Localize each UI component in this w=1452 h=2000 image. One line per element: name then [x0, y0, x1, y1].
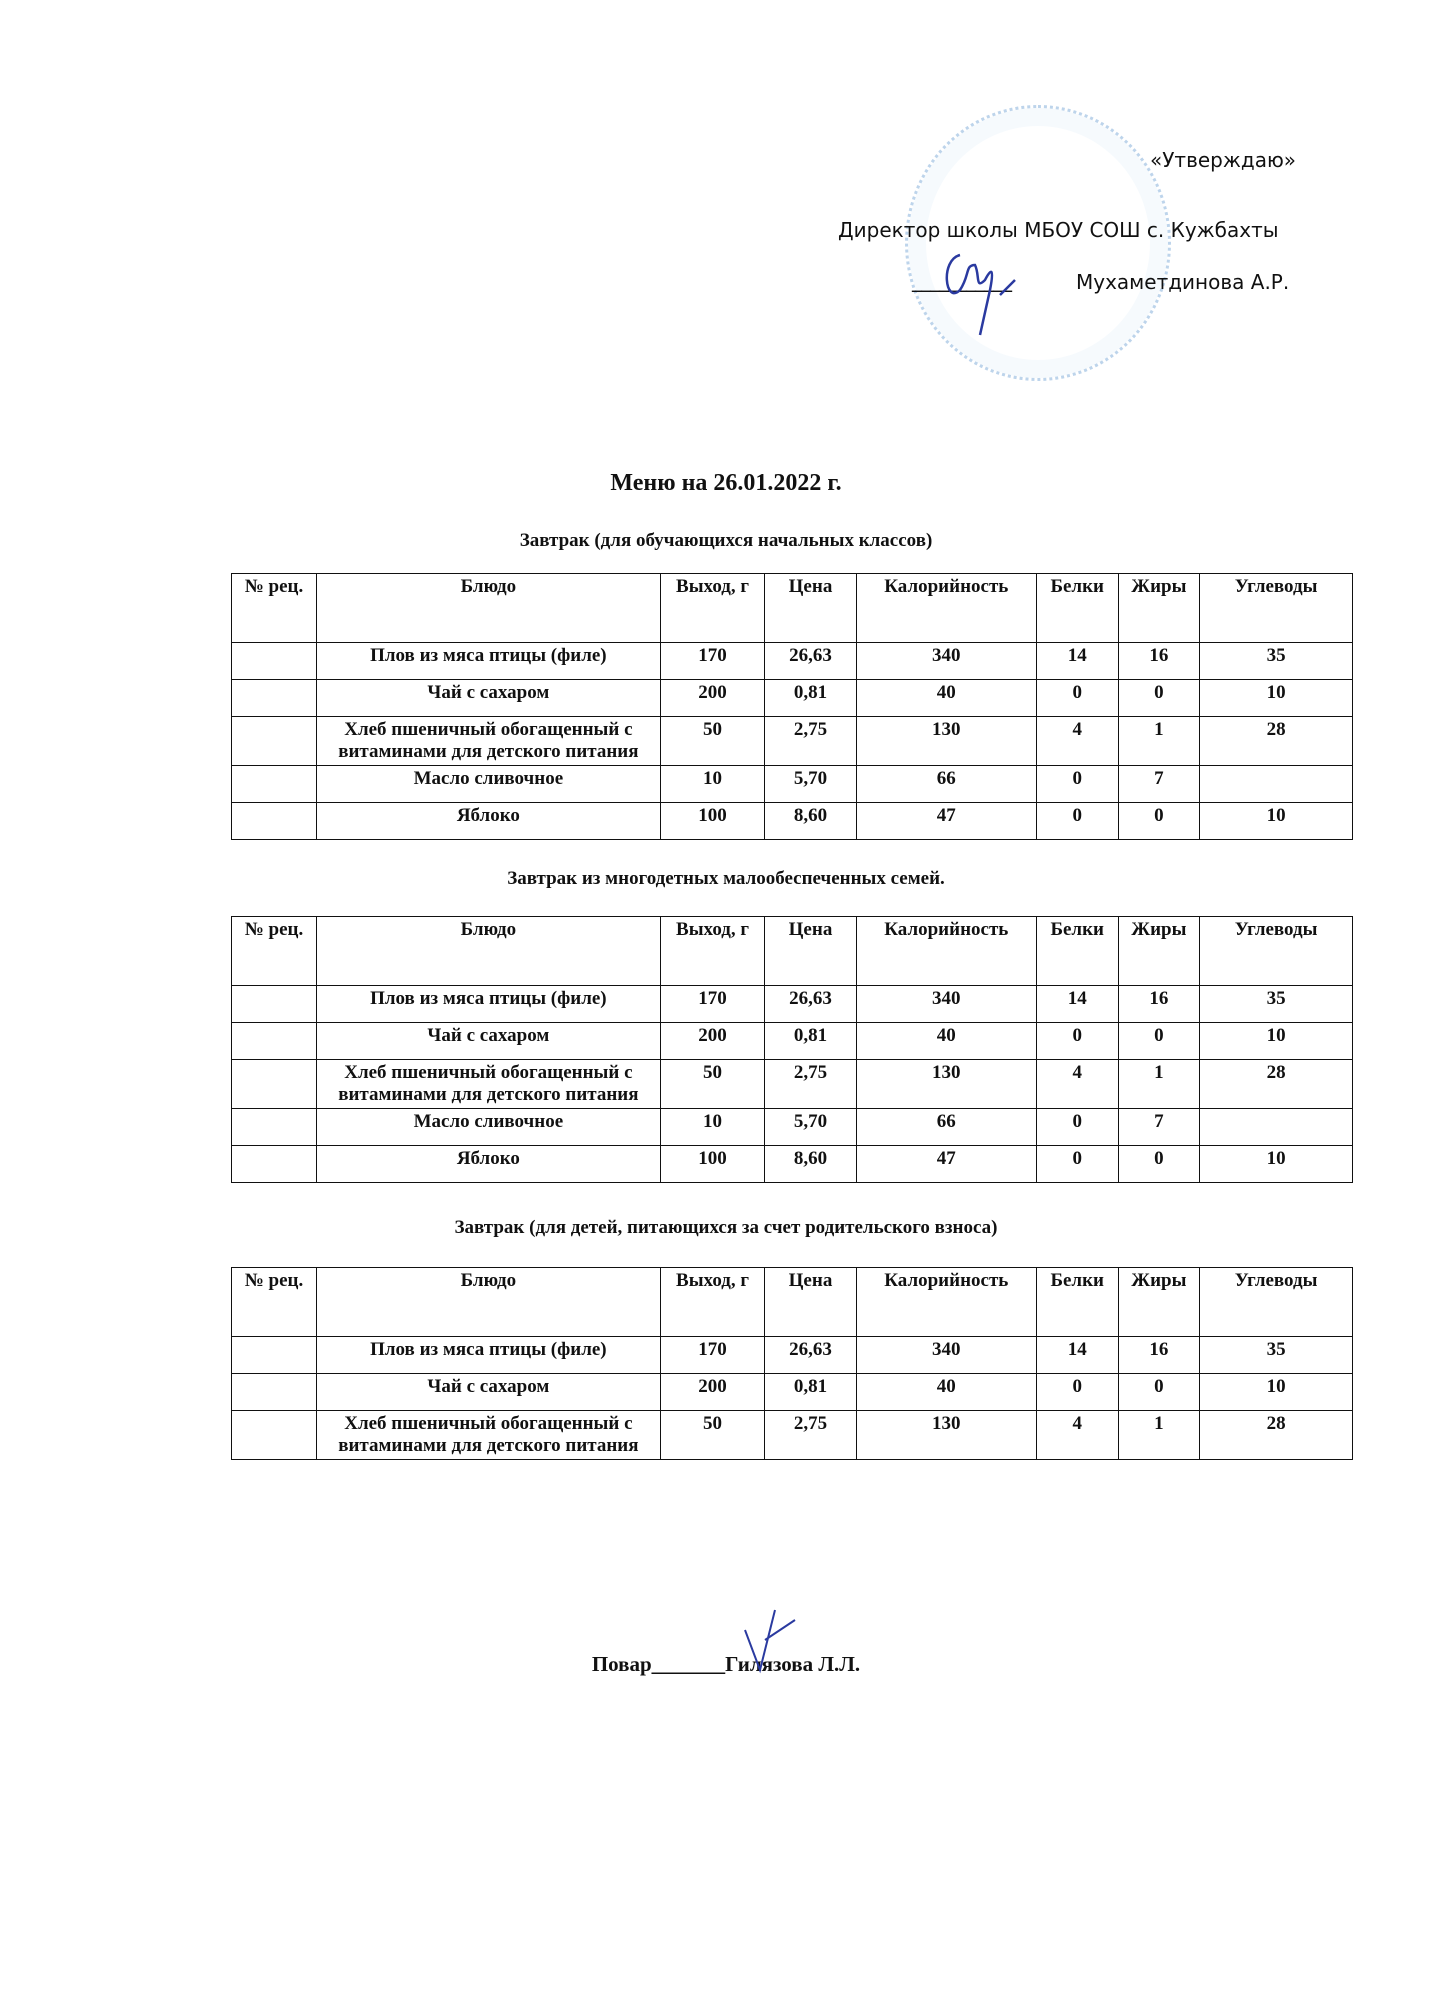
cell-carbs: 10: [1200, 680, 1353, 717]
menu-table-low-income: [231, 916, 1353, 1183]
cell-calories: 340: [856, 643, 1036, 680]
cell-fats: 1: [1118, 717, 1200, 766]
director-position: Директор школы МБОУ СОШ с. Кужбахты: [838, 218, 1279, 242]
column-header-proteins: Белки: [1036, 917, 1118, 986]
column-header-proteins: Белки: [1036, 1268, 1118, 1337]
table-row: [232, 1146, 1353, 1183]
column-header-yield: Выход, г: [660, 917, 765, 986]
cell-yield: 100: [660, 803, 765, 840]
cell-price: 8,60: [765, 803, 856, 840]
cell-yield: 200: [660, 680, 765, 717]
cell-dish: Масло сливочное: [316, 1109, 660, 1146]
cell-carbs: 10: [1200, 1023, 1353, 1060]
cell-price: 2,75: [765, 1060, 856, 1109]
column-header-calories: Калорийность: [856, 1268, 1036, 1337]
table-row: [232, 986, 1353, 1023]
cell-carbs: 10: [1200, 803, 1353, 840]
cell-price: 26,63: [765, 986, 856, 1023]
cell-fats: 0: [1118, 803, 1200, 840]
cell-carbs: [1200, 766, 1353, 803]
cell-proteins: 0: [1036, 803, 1118, 840]
cell-price: 8,60: [765, 1146, 856, 1183]
cell-recipe-number: [232, 1374, 317, 1411]
table-row: [232, 717, 1353, 766]
approval-label: «Утверждаю»: [1150, 148, 1297, 172]
cell-recipe-number: [232, 803, 317, 840]
cell-dish: Плов из мяса птицы (филе): [316, 1337, 660, 1374]
cook-role: Повар: [591, 1652, 652, 1676]
cell-yield: 50: [660, 1060, 765, 1109]
table-row: [232, 1411, 1353, 1460]
page-title: Меню на 26.01.2022 г.: [610, 470, 842, 496]
cell-proteins: 0: [1036, 766, 1118, 803]
cell-fats: 0: [1118, 1146, 1200, 1183]
cell-fats: 16: [1118, 1337, 1200, 1374]
cell-fats: 0: [1118, 1023, 1200, 1060]
table-row: [232, 680, 1353, 717]
section-caption: Завтрак (для детей, питающихся за счет родительского взноса): [454, 1217, 998, 1238]
cell-proteins: 4: [1036, 717, 1118, 766]
column-header-calories: Калорийность: [856, 574, 1036, 643]
cell-calories: 340: [856, 1337, 1036, 1374]
table-row: [232, 643, 1353, 680]
table-header-row: [232, 574, 1353, 643]
cell-dish: Чай с сахаром: [316, 680, 660, 717]
cell-recipe-number: [232, 766, 317, 803]
column-header-recipe-number: № рец.: [232, 917, 317, 986]
cell-recipe-number: [232, 1337, 317, 1374]
cell-proteins: 0: [1036, 1023, 1118, 1060]
column-header-dish: Блюдо: [316, 1268, 660, 1337]
cook-signature-line: _______: [651, 1652, 726, 1676]
cell-carbs: 10: [1200, 1146, 1353, 1183]
cell-carbs: 10: [1200, 1374, 1353, 1411]
cell-proteins: 0: [1036, 1374, 1118, 1411]
director-signature-line: ___________: [912, 268, 1011, 292]
cell-proteins: 14: [1036, 986, 1118, 1023]
cell-yield: 50: [660, 1411, 765, 1460]
cell-fats: 7: [1118, 766, 1200, 803]
cell-yield: 170: [660, 643, 765, 680]
cell-dish: Хлеб пшеничный обогащенный с витаминами для детского питания: [316, 717, 660, 766]
menu-table-primary: [231, 573, 1353, 840]
cell-proteins: 0: [1036, 680, 1118, 717]
cell-proteins: 14: [1036, 643, 1118, 680]
director-signature: [930, 235, 1040, 345]
cell-carbs: 35: [1200, 643, 1353, 680]
column-header-dish: Блюдо: [316, 917, 660, 986]
cook-signature-block: [0, 1652, 1452, 1677]
cell-recipe-number: [232, 1109, 317, 1146]
director-name: Мухаметдинова А.Р.: [1076, 270, 1290, 294]
column-header-recipe-number: № рец.: [232, 574, 317, 643]
cell-price: 0,81: [765, 1374, 856, 1411]
cell-fats: 0: [1118, 680, 1200, 717]
cell-dish: Чай с сахаром: [316, 1023, 660, 1060]
cell-carbs: 28: [1200, 717, 1353, 766]
cell-proteins: 0: [1036, 1109, 1118, 1146]
cell-calories: 66: [856, 766, 1036, 803]
cell-recipe-number: [232, 1023, 317, 1060]
cell-calories: 130: [856, 1411, 1036, 1460]
table-row: [232, 1374, 1353, 1411]
table-row: [232, 766, 1353, 803]
column-header-fats: Жиры: [1118, 917, 1200, 986]
table-row: [232, 803, 1353, 840]
cell-dish: Плов из мяса птицы (филе): [316, 986, 660, 1023]
cell-proteins: 4: [1036, 1060, 1118, 1109]
cell-calories: 40: [856, 680, 1036, 717]
cell-calories: 130: [856, 1060, 1036, 1109]
cell-carbs: 35: [1200, 986, 1353, 1023]
cell-fats: 16: [1118, 643, 1200, 680]
cell-fats: 16: [1118, 986, 1200, 1023]
cell-price: 2,75: [765, 717, 856, 766]
cell-recipe-number: [232, 680, 317, 717]
cell-fats: 1: [1118, 1060, 1200, 1109]
cell-calories: 130: [856, 717, 1036, 766]
cell-yield: 200: [660, 1374, 765, 1411]
cook-name: Гилязова Л.Л.: [725, 1652, 861, 1676]
cell-dish: Яблоко: [316, 1146, 660, 1183]
table-row: [232, 1060, 1353, 1109]
column-header-carbs: Углеводы: [1200, 574, 1353, 643]
cell-carbs: [1200, 1109, 1353, 1146]
cell-price: 5,70: [765, 1109, 856, 1146]
cell-dish: Хлеб пшеничный обогащенный с витаминами для детского питания: [316, 1411, 660, 1460]
cook-signature: [735, 1600, 805, 1680]
section-caption: Завтрак (для обучающихся начальных классов): [519, 530, 933, 551]
table-header-row: [232, 1268, 1353, 1337]
cell-calories: 340: [856, 986, 1036, 1023]
cell-carbs: 28: [1200, 1060, 1353, 1109]
cell-dish: Хлеб пшеничный обогащенный с витаминами для детского питания: [316, 1060, 660, 1109]
table-row: [232, 1023, 1353, 1060]
cell-yield: 170: [660, 1337, 765, 1374]
cell-recipe-number: [232, 717, 317, 766]
cell-fats: 0: [1118, 1374, 1200, 1411]
cell-recipe-number: [232, 1411, 317, 1460]
column-header-fats: Жиры: [1118, 574, 1200, 643]
column-header-calories: Калорийность: [856, 917, 1036, 986]
cell-recipe-number: [232, 643, 317, 680]
cell-calories: 47: [856, 1146, 1036, 1183]
cell-fats: 7: [1118, 1109, 1200, 1146]
cell-yield: 100: [660, 1146, 765, 1183]
column-header-price: Цена: [765, 574, 856, 643]
table-row: [232, 1337, 1353, 1374]
column-header-dish: Блюдо: [316, 574, 660, 643]
menu-table-paid: [231, 1267, 1353, 1460]
column-header-price: Цена: [765, 917, 856, 986]
column-header-price: Цена: [765, 1268, 856, 1337]
cell-price: 26,63: [765, 643, 856, 680]
column-header-yield: Выход, г: [660, 1268, 765, 1337]
cell-yield: 50: [660, 717, 765, 766]
column-header-yield: Выход, г: [660, 574, 765, 643]
cell-yield: 170: [660, 986, 765, 1023]
cell-price: 0,81: [765, 680, 856, 717]
cell-carbs: 35: [1200, 1337, 1353, 1374]
cell-proteins: 0: [1036, 1146, 1118, 1183]
cell-price: 2,75: [765, 1411, 856, 1460]
cell-calories: 47: [856, 803, 1036, 840]
cell-dish: Яблоко: [316, 803, 660, 840]
cell-calories: 66: [856, 1109, 1036, 1146]
column-header-fats: Жиры: [1118, 1268, 1200, 1337]
cell-recipe-number: [232, 1060, 317, 1109]
table-header-row: [232, 917, 1353, 986]
column-header-carbs: Углеводы: [1200, 917, 1353, 986]
cell-proteins: 4: [1036, 1411, 1118, 1460]
cell-calories: 40: [856, 1023, 1036, 1060]
cell-dish: Чай с сахаром: [316, 1374, 660, 1411]
cell-dish: Плов из мяса птицы (филе): [316, 643, 660, 680]
cell-price: 26,63: [765, 1337, 856, 1374]
cell-dish: Масло сливочное: [316, 766, 660, 803]
section-caption: Завтрак из многодетных малообеспеченных семей.: [507, 868, 945, 889]
cell-price: 5,70: [765, 766, 856, 803]
cell-recipe-number: [232, 1146, 317, 1183]
cell-calories: 40: [856, 1374, 1036, 1411]
column-header-recipe-number: № рец.: [232, 1268, 317, 1337]
cell-yield: 10: [660, 1109, 765, 1146]
cell-recipe-number: [232, 986, 317, 1023]
cell-price: 0,81: [765, 1023, 856, 1060]
cell-proteins: 14: [1036, 1337, 1118, 1374]
cell-fats: 1: [1118, 1411, 1200, 1460]
cell-carbs: 28: [1200, 1411, 1353, 1460]
cell-yield: 200: [660, 1023, 765, 1060]
column-header-proteins: Белки: [1036, 574, 1118, 643]
column-header-carbs: Углеводы: [1200, 1268, 1353, 1337]
table-row: [232, 1109, 1353, 1146]
cell-yield: 10: [660, 766, 765, 803]
